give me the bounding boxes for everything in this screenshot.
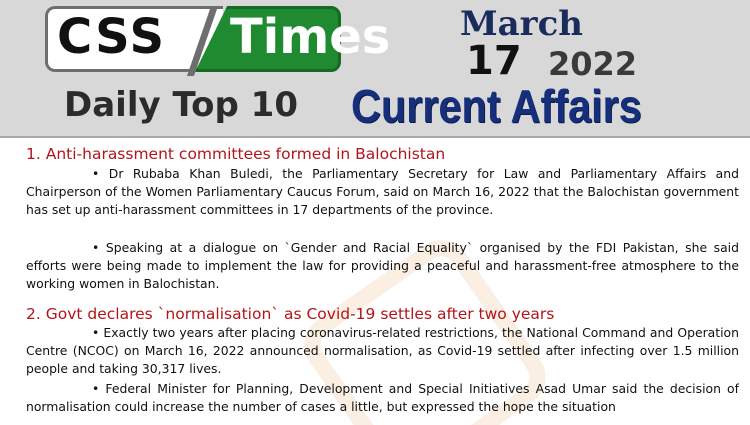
story-1-paragraph-1 (26, 165, 739, 219)
story-heading-1: 1. Anti-harassment committees formed in Balochistan (26, 145, 446, 163)
date-month: March (460, 4, 584, 44)
story-2-paragraph-1 (26, 324, 739, 378)
header-divider (0, 136, 750, 138)
css-times-logo (45, 6, 391, 72)
story-heading-2: 2. Govt declares `normalisation` as Covid-19 settles after two years (26, 305, 555, 323)
story-2-paragraph-2 (26, 380, 739, 416)
paragraph-text: • Dr Rubaba Khan Buledi, the Parliamentary Secretary for Law and Parliamentary Affairs and Chairperson of the Women Parliamentary Caucus Forum, said on March 16, 2022 that the Balochistan government has set up anti-harassment committees in 17 departments of the province. (26, 166, 739, 218)
date-year: 2022 (548, 45, 638, 83)
current-affairs-title: Current Affairs (351, 80, 642, 132)
header-banner (0, 0, 750, 136)
logo-css-text: CSS (57, 9, 167, 65)
paragraph-text: • Exactly two years after placing coronavirus-related restrictions, the National Command and Operation Centre (NCOC) on March 16, 2022 announced normalisation, as Covid-19 settled after infecting over 1.5 million people and taking 30,317 lives. (26, 325, 739, 377)
date-day: 17 (466, 38, 522, 84)
logo-times-text: Times (230, 9, 391, 65)
paragraph-text: • Federal Minister for Planning, Development and Special Initiatives Asad Umar said the decision of normalisation could increase the number of cases a little, but expressed the hope the situation (26, 381, 739, 415)
story-1-paragraph-2 (26, 239, 739, 293)
daily-top-title: Daily Top 10 (64, 85, 298, 125)
paragraph-text: • Speaking at a dialogue on `Gender and Racial Equality` organised by the FDI Pakistan, she said efforts were being made to implement the law for providing a peaceful and harassment-free atmosphere to the working women in Balochistan. (26, 240, 739, 292)
article-content (0, 136, 750, 425)
